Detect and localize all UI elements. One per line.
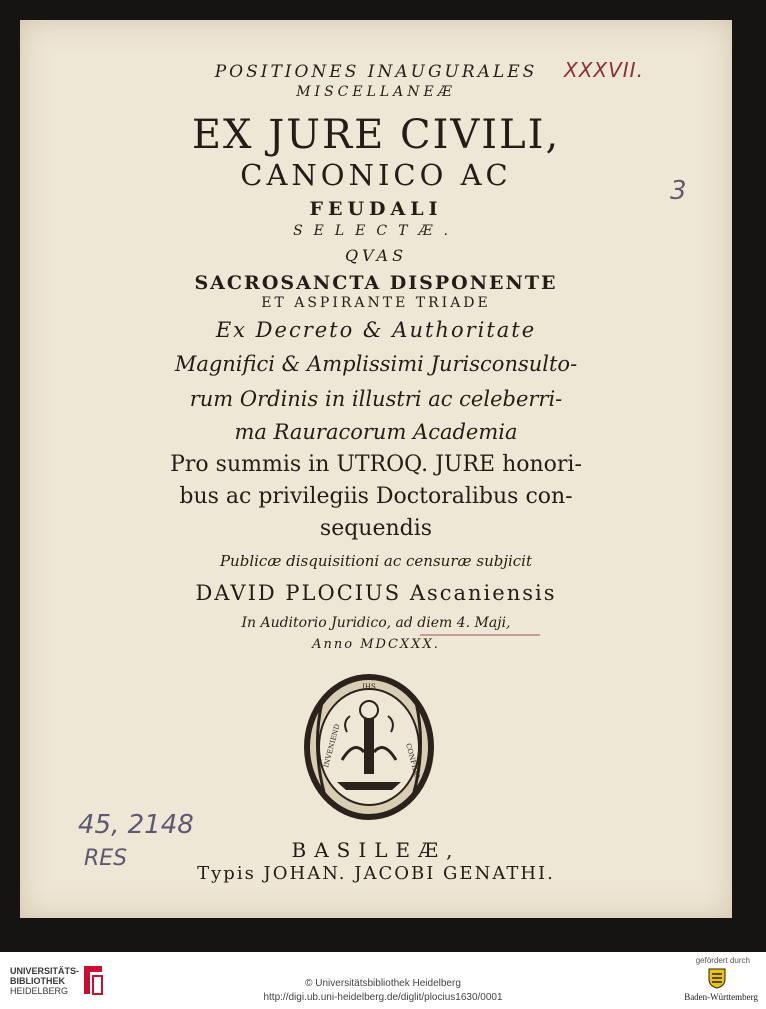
title-line-2: MISCELLANEÆ bbox=[296, 84, 456, 100]
title-line-16: sequendis bbox=[319, 516, 433, 541]
handwritten-call-number: 45, 2148 bbox=[78, 810, 194, 840]
title-line-10: Ex Decreto & Authoritate bbox=[215, 318, 537, 342]
year-line: Anno MDCXXX. bbox=[312, 637, 440, 652]
title-line-11: Magnifici & Amplissimi Jurisconsulto- bbox=[174, 352, 578, 376]
title-line-13: ma Rauracorum Academia bbox=[234, 420, 518, 444]
handwritten-shelfmark: XXXVII. bbox=[564, 58, 644, 82]
sponsor-name: Baden-Württemberg bbox=[684, 992, 758, 1002]
baden-wuerttemberg-crest-icon bbox=[706, 967, 728, 989]
title-line-3: EX JURE CIVILI, bbox=[191, 112, 561, 158]
title-line-12: rum Ordinis in illustri ac celeberri- bbox=[189, 387, 563, 411]
imprint-place: BASILEÆ, bbox=[291, 838, 461, 862]
title-line-5: FEUDALI bbox=[309, 198, 443, 220]
library-name-line-1: UNIVERSITÄTS- bbox=[10, 966, 80, 976]
handwritten-res-mark: RES bbox=[84, 846, 128, 871]
title-line-14: Pro summis in UTROQ. JURE honori- bbox=[170, 452, 582, 477]
title-line-1: POSITIONES INAUGURALES bbox=[214, 62, 538, 82]
handwritten-note: 3 bbox=[670, 176, 687, 206]
permalink-url[interactable]: http://digi.ub.uni-heidelberg.de/diglit/plocius1630/0001 bbox=[263, 992, 503, 1003]
title-line-7: QVAS bbox=[344, 246, 408, 265]
svg-text:CONFIDO: CONFIDO bbox=[404, 742, 422, 780]
author-line: DAVID PLOCIUS Ascaniensis bbox=[195, 581, 557, 605]
svg-text:IHS: IHS bbox=[362, 683, 376, 691]
sponsor-label: gefördert durch bbox=[695, 956, 750, 965]
imprint-printer: Typis JOHAN. JACOBI GENATHI. bbox=[197, 863, 555, 884]
red-underline-mark bbox=[420, 634, 540, 636]
title-line-17: Publicæ disquisitioni ac censuræ subjicit bbox=[219, 552, 533, 570]
viewer-footer bbox=[0, 952, 766, 1009]
title-line-9: ET ASPIRANTE TRIADE bbox=[261, 295, 491, 311]
title-line-4: CANONICO AC bbox=[240, 158, 512, 192]
library-name-line-3: HEIDELBERG bbox=[10, 986, 69, 996]
copyright-notice: © Universitätsbibliothek Heidelberg bbox=[305, 978, 461, 989]
title-line-8: SACROSANCTA DISPONENTE bbox=[194, 272, 558, 294]
printer-seal-emblem bbox=[302, 672, 436, 822]
title-line-6: SELECTÆ. bbox=[293, 223, 459, 239]
title-line-15: bus ac privilegiis Doctoralibus con- bbox=[179, 484, 573, 509]
venue-date-line: In Auditorio Juridico, ad diem 4. Maji, bbox=[241, 615, 511, 631]
library-name-line-2: BIBLIOTHEK bbox=[10, 976, 65, 986]
svg-text:INVENIEND: INVENIEND bbox=[322, 723, 342, 769]
title-page bbox=[20, 20, 732, 918]
